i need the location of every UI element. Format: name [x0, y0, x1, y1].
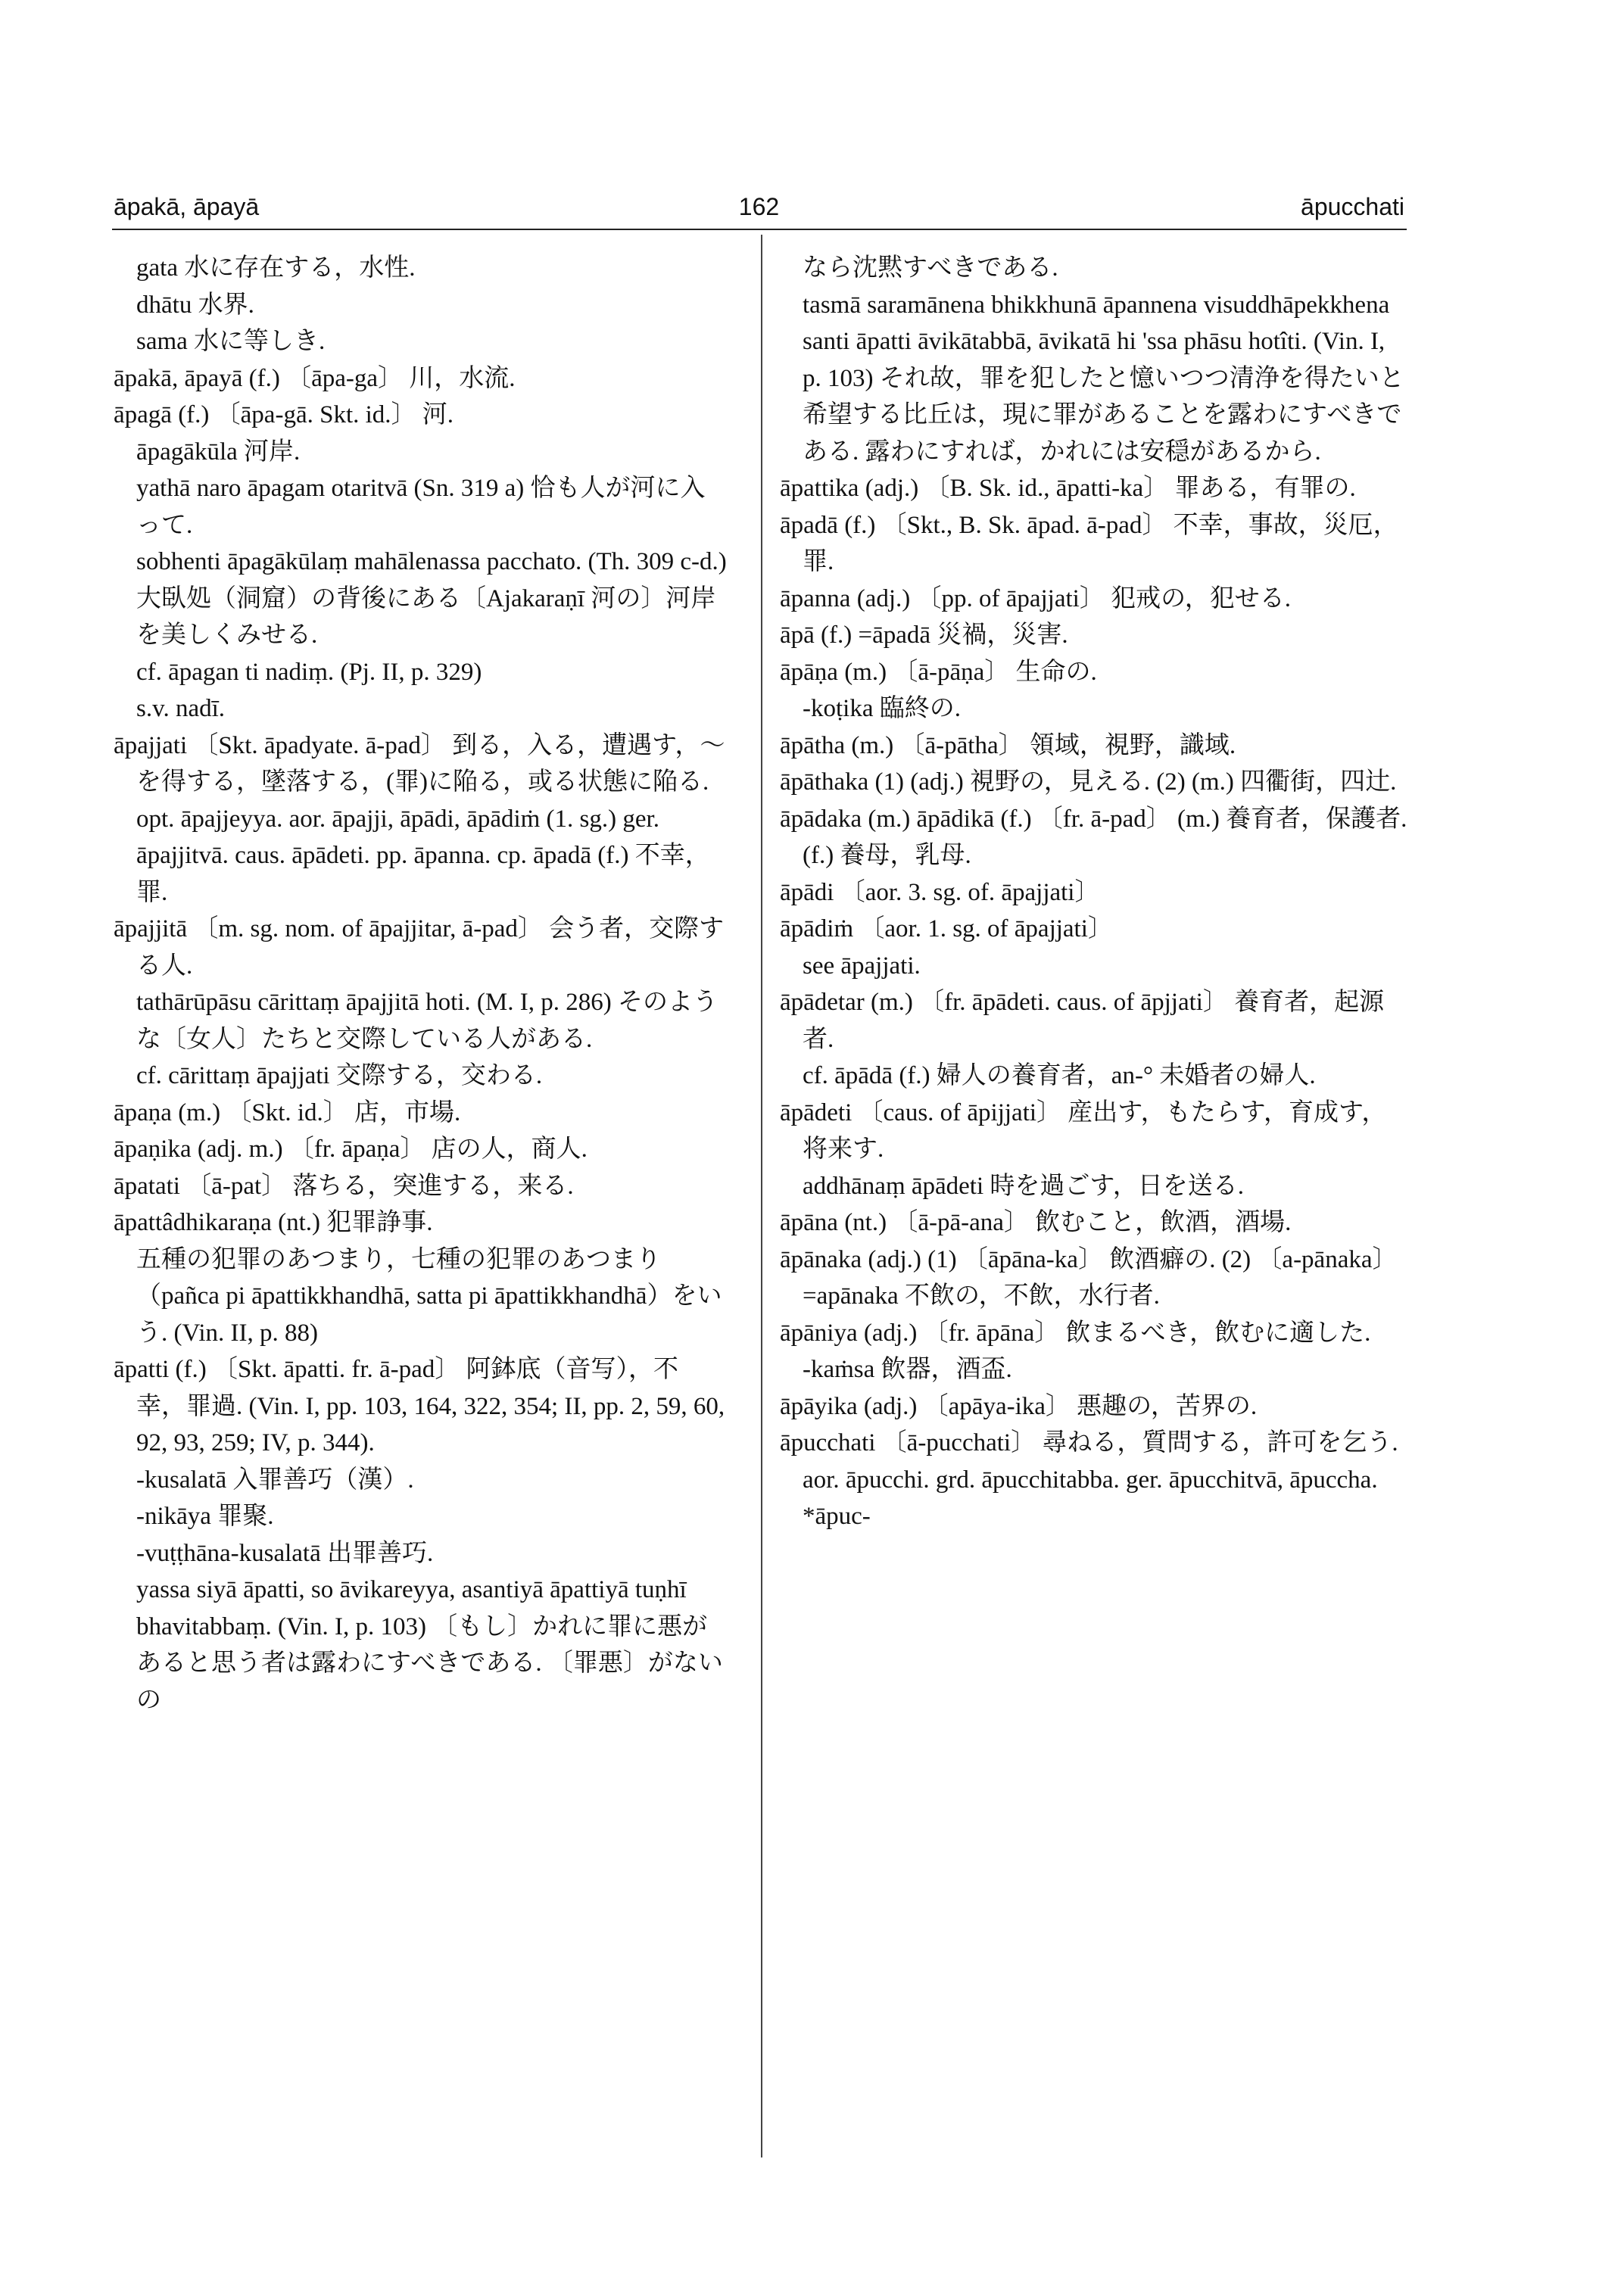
entry-line: -kaṁsa 飲器，酒盃. — [803, 1356, 1012, 1383]
dictionary-entry: āpucchati 〔ā-pucchati〕 尋ねる，質問する，許可を乞う. aor. āpucchi. grd. āpucchitabba. ger. āpucchitvā, āpuccha. *āpuc- — [780, 1429, 1398, 1530]
dictionary-entry: āpagā (f.) 〔āpa-gā. Skt. id.〕 河. — [114, 401, 454, 428]
entry-line: 五種の犯罪のあつまり，七種の犯罪のあつまり（pañca pi āpattikkhandhā, satta pi āpattikkhandhā）をいう. (Vin. II, p. 88) — [136, 1245, 722, 1347]
dictionary-entry: āpattika (adj.) 〔B. Sk. id., āpatti-ka〕 罪ある，有罪の. — [780, 475, 1356, 502]
dictionary-entry: āpaṇa (m.) 〔Skt. id.〕 店，市場. — [114, 1098, 461, 1126]
entry-line: -nikāya 罪聚. — [136, 1503, 274, 1530]
header-rule — [112, 229, 1407, 230]
entry-line: s.v. nadī. — [136, 695, 226, 722]
header-left-guideword: āpakā, āpayā — [114, 193, 260, 220]
entry-line: yathā naro āpagam otaritvā (Sn. 319 a) 恰も人が河に入って. — [136, 475, 706, 539]
entry-line: dhātu 水界. — [136, 291, 254, 319]
dictionary-entry: āpādaka (m.) āpādikā (f.) 〔fr. ā-pad〕 (m.) 養育者，保護者. (f.) 養母，乳母. — [780, 805, 1407, 869]
entry-line: -kusalatā 入罪善巧（漢）. — [136, 1466, 414, 1494]
entry-line: addhānaṃ āpādeti 時を過ごす，日を送る. — [803, 1172, 1244, 1200]
entry-line: sama 水に等しき. — [136, 328, 326, 355]
column-divider — [761, 235, 762, 2157]
dictionary-entry: āpādetar (m.) 〔fr. āpādeti. caus. of āpjjati〕 養育者，起源者. — [780, 989, 1385, 1053]
dictionary-entry: āpajjati 〔Skt. āpadyate. ā-pad〕 到る，入る，遭遇す，～を得する，墜落する，(罪)に陥る，或る状態に陥る. opt. āpajjeyya. aor. āpajji, āpādi, āpādiṁ (1. sg.) ger. āpajjitvā. caus. āpādeti. pp. āpanna. cp. āpadā (f.) 不幸，罪. — [114, 731, 725, 906]
dictionary-entry: āpadā (f.) 〔Skt., B. Sk. āpad. ā-pad〕 不幸，事故，災厄，罪. — [780, 511, 1398, 575]
dictionary-entry: āpātha (m.) 〔ā-pātha〕 領域，視野，識域. — [780, 731, 1236, 759]
dictionary-entry: āpattâdhikaraṇa (nt.) 犯罪諍事. — [114, 1209, 433, 1236]
dictionary-entry: āpatati 〔ā-pat〕 落ちる，突進する，来る. — [114, 1172, 574, 1200]
dictionary-entry: āpādeti 〔caus. of āpijjati〕 産出す，もたらす，育成す，将来す. — [780, 1098, 1387, 1163]
header-right-guideword: āpucchati — [1301, 193, 1404, 220]
dictionary-entry: āpajjitā 〔m. sg. nom. of āpajjitar, ā-pad〕 会う者，交際する人. — [114, 915, 725, 980]
dictionary-entry: āpāyika (adj.) 〔apāya-ika〕 悪趣の，苦界の. — [780, 1392, 1258, 1420]
entry-line: tathārūpāsu cārittaṃ āpajjitā hoti. (M. I, p. 286) そのような〔女人〕たちと交際している人がある. — [136, 989, 718, 1053]
dictionary-entry: āpānaka (adj.) (1) 〔āpāna-ka〕 飲酒癖の. (2) 〔a-pānaka〕 =apānaka 不飲の，不飲，水行者. — [780, 1245, 1398, 1310]
entry-line: cf. cārittaṃ āpajjati 交際する，交わる. — [136, 1062, 543, 1089]
entry-line: -koṭika 臨終の. — [803, 695, 961, 722]
dictionary-entry: āpādi 〔aor. 3. sg. of. āpajjati〕 — [780, 878, 1100, 906]
entry-line: see āpajjati. — [803, 952, 921, 980]
dictionary-entry: āpā (f.) =āpadā 災禍，災害. — [780, 622, 1068, 649]
entry-line: āpagākūla 河岸. — [136, 438, 301, 466]
entry-line: sobhenti āpagākūlaṃ mahālenassa pacchato. (Th. 309 c-d.) 大臥処（洞窟）の背後にある〔Ajakaraṇī 河の〕河岸を美しくみせる. — [136, 548, 727, 649]
dictionary-entry: āpakā, āpayā (f.) 〔āpa-ga〕 川，水流. — [114, 364, 516, 392]
dictionary-entry: āpāṇa (m.) 〔ā-pāṇa〕 生命の. — [780, 658, 1097, 686]
right-column — [780, 250, 1408, 1535]
entry-line: tasmā saramānena bhikkhunā āpannena visuddhāpekkhena santi āpatti āvikātabbā, āvikatā hi 'ssa phāsu hotîti. (Vin. I, p. 103) それ故，罪を犯したと憶いつつ清浄を得たいと希望する比丘は，現に罪があることを露わにすべきである. 露わにすれば，かれには安穏があるから. — [803, 291, 1404, 466]
entry-line: なら沈黙すべきである. — [803, 254, 1058, 282]
dictionary-entry: āpāniya (adj.) 〔fr. āpāna〕 飲まるべき，飲むに適した. — [780, 1319, 1371, 1347]
dictionary-entry: āpāthaka (1) (adj.) 視野の，見える. (2) (m.) 四衢街，四辻. — [780, 768, 1397, 796]
entry-line: yassa siyā āpatti, so āvikareyya, asantiyā āpattiyā tuṇhī bhavitabbaṃ. (Vin. I, p. 103) 〔もし〕かれに罪に悪があると思う者は露わにすべきである. 〔罪悪〕がないの — [136, 1576, 723, 1714]
dictionary-entry: āpatti (f.) 〔Skt. āpatti. fr. ā-pad〕 阿鉢底（音写），不幸，罪過. (Vin. I, pp. 103, 164, 322, 354; II, pp. 2, 59, 60, 92, 93, 259; IV, p. 344). — [114, 1356, 725, 1456]
dictionary-entry: āpādiṁ 〔aor. 1. sg. of āpajjati〕 — [780, 915, 1113, 942]
entry-line: -vuṭṭhāna-kusalatā 出罪善巧. — [136, 1539, 434, 1567]
dictionary-entry: āpāna (nt.) 〔ā-pā-ana〕 飲むこと，飲酒，酒場. — [780, 1209, 1292, 1236]
entry-line: cf. āpādā (f.) 婦人の養育者，an-° 未婚者の婦人. — [803, 1062, 1316, 1089]
page-number: 162 — [738, 193, 780, 220]
left-column — [114, 250, 727, 1718]
entry-line: cf. āpagan ti nadiṃ. (Pj. II, p. 329) — [136, 658, 482, 686]
entry-line: gata 水に存在する，水性. — [136, 254, 416, 282]
dictionary-entry: āpanna (adj.) 〔pp. of āpajjati〕 犯戒の，犯せる. — [780, 584, 1292, 612]
dictionary-entry: āpaṇika (adj. m.) 〔fr. āpaṇa〕 店の人，商人. — [114, 1136, 588, 1163]
running-header — [114, 193, 1404, 231]
